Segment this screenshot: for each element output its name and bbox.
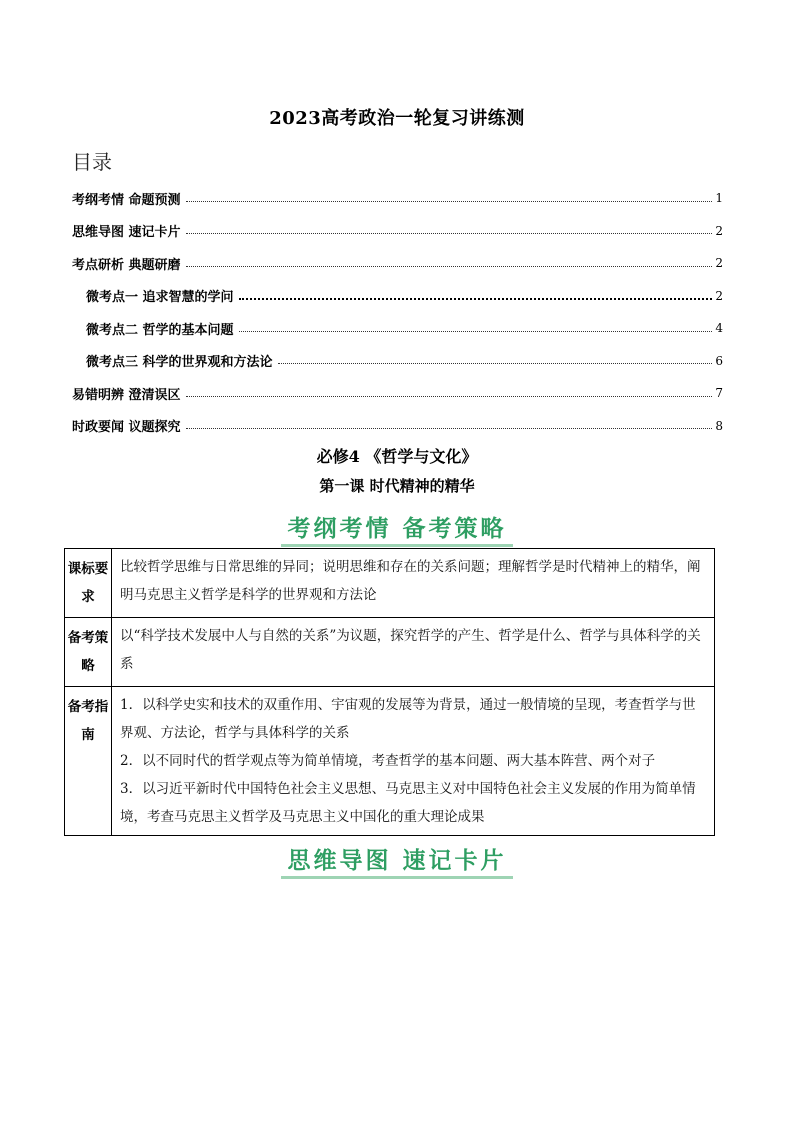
toc-item[interactable]: [72, 215, 723, 248]
toc-item-label: 思维导图 速记卡片: [72, 225, 181, 241]
book-title: 必修4 《哲学与文化》: [316, 447, 478, 466]
toc-item[interactable]: [72, 247, 723, 280]
toc-item-label: 微考点二 哲学的基本问题: [86, 322, 234, 338]
row-text: 比较哲学思维与日常思维的异同；说明思维和存在的关系问题；理解哲学是时代精神上的精华，阐明马克思主义哲学是科学的世界观和方法论: [120, 559, 701, 603]
toc-item-label: 时政要闻 议题探究: [72, 420, 181, 436]
toc-leader: [239, 298, 713, 300]
row-text: 3．以习近平新时代中国特色社会主义思想、马克思主义对中国特色社会主义发展的作用为简单情境，考查马克思主义哲学及马克思主义中国化的重大理论成果: [120, 781, 696, 825]
row-content: [112, 687, 715, 836]
table-row: [65, 549, 715, 618]
toc-item-page: 1: [715, 191, 723, 206]
toc-item-page: 6: [715, 353, 723, 368]
toc-item-page: 4: [715, 321, 723, 336]
toc-leader: [239, 331, 713, 332]
toc-item-page: 7: [715, 386, 723, 401]
banner-text: 思维导图 速记卡片: [281, 842, 512, 879]
row-text: 1．以科学史实和技术的双重作用、宇宙观的发展等为背景，通过一般情境的呈现，考查哲学与世界观、方法论，哲学与具体科学的关系: [120, 697, 696, 741]
section-banner-exam-outline: [0, 510, 794, 547]
toc-leader: [186, 201, 713, 202]
toc-item[interactable]: [72, 182, 723, 215]
row-content: [112, 549, 715, 618]
table-row: [65, 618, 715, 687]
toc-item-label: 考纲考情 命题预测: [72, 192, 181, 208]
toc-leader: [186, 396, 713, 397]
toc-heading: 目录: [72, 150, 112, 174]
row-header: 课标要求: [65, 549, 112, 618]
toc-item-label: 微考点一 追求智慧的学问: [86, 290, 234, 306]
toc-leader: [186, 428, 713, 429]
document-title: 2023高考政治一轮复习讲练测: [269, 108, 525, 129]
row-text: 2．以不同时代的哲学观点等为简单情境，考查哲学的基本问题、两大基本阵营、两个对子: [120, 753, 656, 769]
row-text: 以“科学技术发展中人与自然的关系”为议题，探究哲学的产生、哲学是什么、哲学与具体科学的关系: [120, 628, 701, 672]
toc-subitem[interactable]: [72, 280, 723, 313]
exam-info-table: [64, 548, 715, 836]
toc-item-label: 易错明辨 澄清误区: [72, 387, 181, 403]
toc-item-page: 8: [715, 418, 723, 433]
toc-leader: [278, 363, 713, 364]
lesson-title: 第一课 时代精神的精华: [319, 477, 475, 495]
row-header: 备考策略: [65, 618, 112, 687]
toc-item-page: 2: [715, 223, 723, 238]
row-content: [112, 618, 715, 687]
table-of-contents: [72, 182, 723, 442]
toc-item-page: 2: [715, 256, 723, 271]
toc-item-label: 考点研析 典题研磨: [72, 257, 181, 273]
banner-text: 考纲考情 备考策略: [281, 510, 512, 547]
toc-subitem[interactable]: [72, 312, 723, 345]
toc-leader: [186, 266, 713, 267]
toc-item[interactable]: [72, 410, 723, 443]
row-header: 备考指南: [65, 687, 112, 836]
toc-subitem[interactable]: [72, 345, 723, 378]
toc-item[interactable]: [72, 377, 723, 410]
toc-item-label: 微考点三 科学的世界观和方法论: [86, 355, 273, 371]
section-banner-mind-map: [0, 842, 794, 879]
toc-item-page: 2: [715, 288, 723, 303]
toc-leader: [186, 233, 713, 234]
table-row: [65, 687, 715, 836]
